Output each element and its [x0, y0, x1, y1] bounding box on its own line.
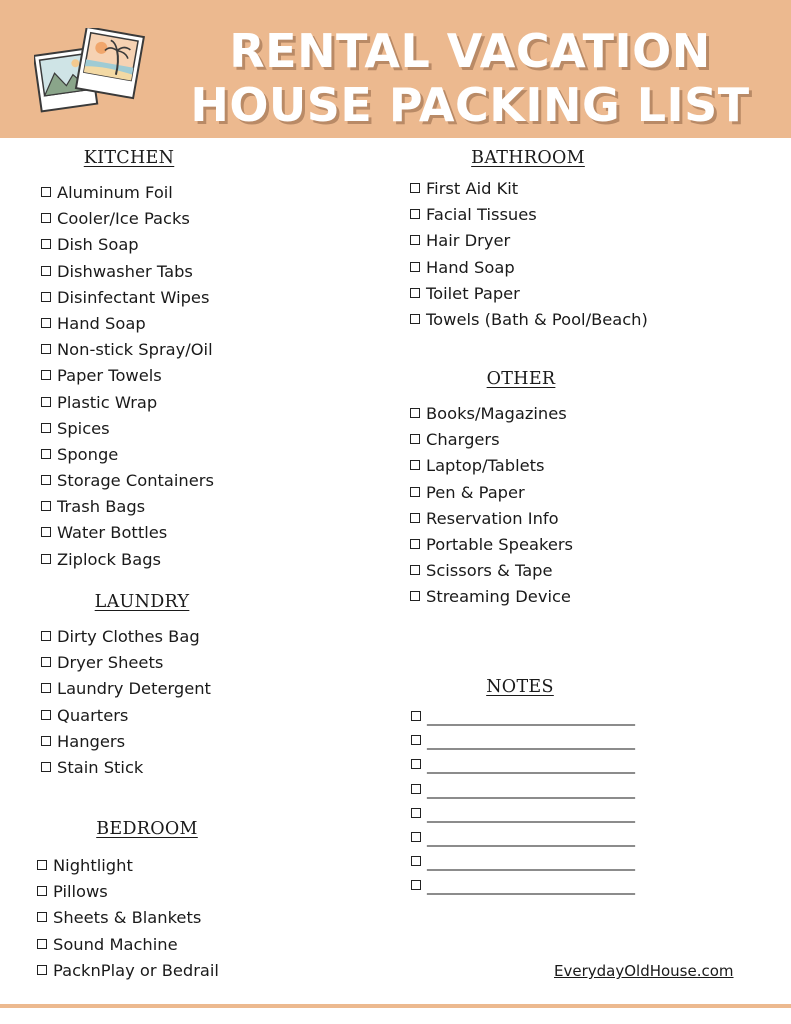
checkbox-icon[interactable]: [411, 784, 421, 794]
laundry-item-label: Dryer Sheets: [57, 653, 164, 673]
bedroom-list: [37, 853, 219, 984]
kitchen-item-label: Paper Towels: [57, 366, 162, 386]
kitchen-item[interactable]: [41, 468, 214, 494]
other-item-label: Laptop/Tablets: [426, 456, 545, 476]
kitchen-item[interactable]: [41, 520, 214, 546]
laundry-list: [41, 624, 211, 781]
checkbox-icon[interactable]: [410, 235, 420, 245]
kitchen-item-label: Dish Soap: [57, 235, 139, 255]
laundry-item-label: Laundry Detergent: [57, 679, 211, 699]
section-title-laundry: LAUNDRY: [94, 592, 190, 612]
checkbox-icon[interactable]: [41, 762, 51, 772]
checkbox-icon[interactable]: [410, 288, 420, 298]
checkbox-icon[interactable]: [411, 856, 421, 866]
other-item[interactable]: [410, 427, 573, 453]
page-title-line-1: RENTAL VACATION: [229, 24, 711, 78]
notes-item-label: _______________________________: [427, 758, 635, 775]
checkbox-icon[interactable]: [411, 759, 421, 769]
bathroom-item[interactable]: [410, 202, 648, 228]
laundry-item[interactable]: [41, 650, 211, 676]
checkbox-icon[interactable]: [410, 460, 420, 470]
kitchen-list: [41, 180, 214, 573]
kitchen-item-label: Non-stick Spray/Oil: [57, 340, 213, 360]
kitchen-item[interactable]: [41, 337, 214, 363]
other-item[interactable]: [410, 401, 573, 427]
website-link[interactable]: EverydayOldHouse.com: [554, 962, 734, 980]
notes-item-label: _______________________________: [427, 734, 635, 751]
bathroom-item-label: Hand Soap: [426, 257, 515, 277]
kitchen-item-label: Water Bottles: [57, 523, 168, 543]
other-item-label: Scissors & Tape: [426, 561, 553, 581]
kitchen-item-label: Dishwasher Tabs: [57, 261, 193, 281]
checkbox-icon[interactable]: [41, 657, 51, 667]
other-item[interactable]: [410, 584, 573, 610]
checkbox-icon[interactable]: [41, 501, 51, 511]
other-item-label: Streaming Device: [426, 587, 571, 607]
other-item-label: Pen & Paper: [426, 482, 525, 502]
header-banner: [0, 0, 791, 138]
bathroom-item[interactable]: [410, 228, 648, 254]
checkbox-icon[interactable]: [41, 370, 51, 380]
checkbox-icon[interactable]: [410, 539, 420, 549]
bedroom-item-label: Nightlight: [53, 856, 133, 875]
checkbox-icon[interactable]: [37, 912, 47, 922]
notes-item[interactable]: [411, 706, 635, 730]
kitchen-item[interactable]: [41, 311, 214, 337]
checkbox-icon[interactable]: [41, 187, 51, 197]
bathroom-item[interactable]: [410, 176, 648, 202]
checkbox-icon[interactable]: [41, 292, 51, 302]
kitchen-item-label: Sponge: [57, 444, 119, 464]
other-item[interactable]: [410, 532, 573, 558]
page-title-line-2: HOUSE PACKING LIST: [190, 78, 750, 132]
kitchen-item[interactable]: [41, 416, 214, 442]
checkbox-icon[interactable]: [411, 711, 421, 721]
notes-list: [411, 706, 635, 900]
checkbox-icon[interactable]: [37, 886, 47, 896]
kitchen-item[interactable]: [41, 180, 214, 206]
checkbox-icon[interactable]: [410, 487, 420, 497]
notes-item[interactable]: [411, 730, 635, 754]
kitchen-item-label: Disinfectant Wipes: [57, 287, 210, 307]
checkbox-icon[interactable]: [37, 860, 47, 870]
bathroom-item-label: Toilet Paper: [426, 283, 520, 303]
checkbox-icon[interactable]: [410, 408, 420, 418]
checkbox-icon[interactable]: [41, 631, 51, 641]
bedroom-item[interactable]: [37, 879, 219, 905]
other-item-label: Reservation Info: [426, 508, 559, 528]
notes-item-label: _______________________________: [427, 710, 635, 726]
checkbox-icon[interactable]: [37, 939, 47, 949]
checkbox-icon[interactable]: [411, 832, 421, 842]
kitchen-item[interactable]: [41, 390, 214, 416]
checkbox-icon[interactable]: [37, 965, 47, 975]
checkbox-icon[interactable]: [410, 513, 420, 523]
bedroom-item-label: PacknPlay or Bedrail: [53, 960, 219, 980]
bedroom-item-label: Sheets & Blankets: [53, 908, 202, 928]
other-item[interactable]: [410, 453, 573, 479]
checkbox-icon[interactable]: [410, 209, 420, 219]
checkbox-icon[interactable]: [411, 735, 421, 745]
section-title-bathroom: BATHROOM: [471, 148, 585, 168]
notes-item-label: _______________________________: [427, 782, 635, 799]
checkbox-icon[interactable]: [410, 565, 420, 575]
laundry-item[interactable]: [41, 624, 211, 650]
kitchen-item[interactable]: [41, 363, 214, 389]
kitchen-item-label: Aluminum Foil: [57, 183, 173, 202]
other-item-label: Portable Speakers: [426, 534, 574, 554]
notes-item[interactable]: [411, 827, 635, 851]
checkbox-icon[interactable]: [41, 736, 51, 746]
kitchen-item-label: Storage Containers: [57, 471, 214, 491]
section-title-notes: NOTES: [486, 677, 554, 697]
notes-item[interactable]: [411, 875, 635, 899]
laundry-item-label: Quarters: [57, 705, 129, 725]
checkbox-icon[interactable]: [41, 710, 51, 720]
kitchen-item[interactable]: [41, 232, 214, 258]
section-title-other: OTHER: [486, 369, 556, 389]
bathroom-item[interactable]: [410, 281, 648, 307]
other-item[interactable]: [410, 480, 573, 506]
bathroom-item-label: Facial Tissues: [426, 205, 537, 225]
kitchen-item[interactable]: [41, 259, 214, 285]
other-item[interactable]: [410, 558, 573, 584]
checkbox-icon[interactable]: [41, 266, 51, 276]
bathroom-item[interactable]: [410, 307, 648, 333]
bottom-accent-bar: [0, 1004, 791, 1008]
notes-item[interactable]: [411, 803, 635, 827]
checkbox-icon[interactable]: [41, 475, 51, 485]
notes-item[interactable]: [411, 779, 635, 803]
notes-item[interactable]: [411, 851, 635, 875]
checkbox-icon[interactable]: [41, 449, 51, 459]
checkbox-icon[interactable]: [41, 683, 51, 693]
laundry-item[interactable]: [41, 703, 211, 729]
kitchen-item[interactable]: [41, 285, 214, 311]
checkbox-icon[interactable]: [410, 262, 420, 272]
bedroom-item-label: Pillows: [53, 882, 108, 902]
checkbox-icon[interactable]: [41, 527, 51, 537]
section-title-bedroom: BEDROOM: [96, 819, 198, 839]
kitchen-item[interactable]: [41, 494, 214, 520]
laundry-item[interactable]: [41, 729, 211, 755]
other-item[interactable]: [410, 506, 573, 532]
checkbox-icon[interactable]: [41, 397, 51, 407]
checkbox-icon[interactable]: [41, 423, 51, 433]
checkbox-icon[interactable]: [41, 239, 51, 249]
polaroid-photos-icon: [34, 28, 146, 118]
kitchen-item[interactable]: [41, 206, 214, 232]
other-item-label: Books/Magazines: [426, 404, 567, 423]
bathroom-item[interactable]: [410, 255, 648, 281]
notes-item-label: _______________________________: [427, 806, 635, 823]
checkbox-icon[interactable]: [411, 808, 421, 818]
kitchen-item-label: Hand Soap: [57, 313, 146, 333]
kitchen-item-label: Trash Bags: [57, 497, 146, 517]
notes-item-label: _______________________________: [427, 855, 635, 872]
laundry-item[interactable]: [41, 676, 211, 702]
laundry-item-label: Dirty Clothes Bag: [57, 627, 200, 646]
bathroom-list: [410, 176, 648, 333]
notes-item-label: _______________________________: [427, 830, 635, 847]
checkbox-icon[interactable]: [410, 183, 420, 193]
checkbox-icon[interactable]: [41, 318, 51, 328]
bedroom-item[interactable]: [37, 958, 219, 984]
checkbox-icon[interactable]: [41, 344, 51, 354]
kitchen-item-label: Cooler/Ice Packs: [57, 209, 190, 229]
kitchen-item-label: Spices: [57, 418, 110, 438]
notes-item[interactable]: [411, 754, 635, 778]
checkbox-icon[interactable]: [410, 591, 420, 601]
bathroom-item-label: Hair Dryer: [426, 231, 511, 251]
checkbox-icon[interactable]: [41, 213, 51, 223]
bedroom-item[interactable]: [37, 932, 219, 958]
kitchen-item-label: Ziplock Bags: [57, 549, 162, 569]
checkbox-icon[interactable]: [411, 880, 421, 890]
bedroom-item-label: Sound Machine: [53, 934, 178, 954]
checkbox-icon[interactable]: [410, 314, 420, 324]
section-title-kitchen: KITCHEN: [83, 148, 175, 168]
checkbox-icon[interactable]: [41, 554, 51, 564]
bedroom-item[interactable]: [37, 905, 219, 931]
other-item-label: Chargers: [426, 430, 500, 450]
kitchen-item[interactable]: [41, 442, 214, 468]
kitchen-item[interactable]: [41, 547, 214, 573]
kitchen-item-label: Plastic Wrap: [57, 392, 158, 412]
bedroom-item[interactable]: [37, 853, 219, 879]
other-list: [410, 401, 573, 611]
bathroom-item-label: Towels (Bath & Pool/Beach): [426, 309, 648, 329]
checkbox-icon[interactable]: [410, 434, 420, 444]
laundry-item-label: Stain Stick: [57, 757, 144, 777]
laundry-item-label: Hangers: [57, 731, 126, 751]
bathroom-item-label: First Aid Kit: [426, 179, 519, 198]
laundry-item[interactable]: [41, 755, 211, 781]
notes-item-label: _______________________________: [427, 879, 635, 896]
